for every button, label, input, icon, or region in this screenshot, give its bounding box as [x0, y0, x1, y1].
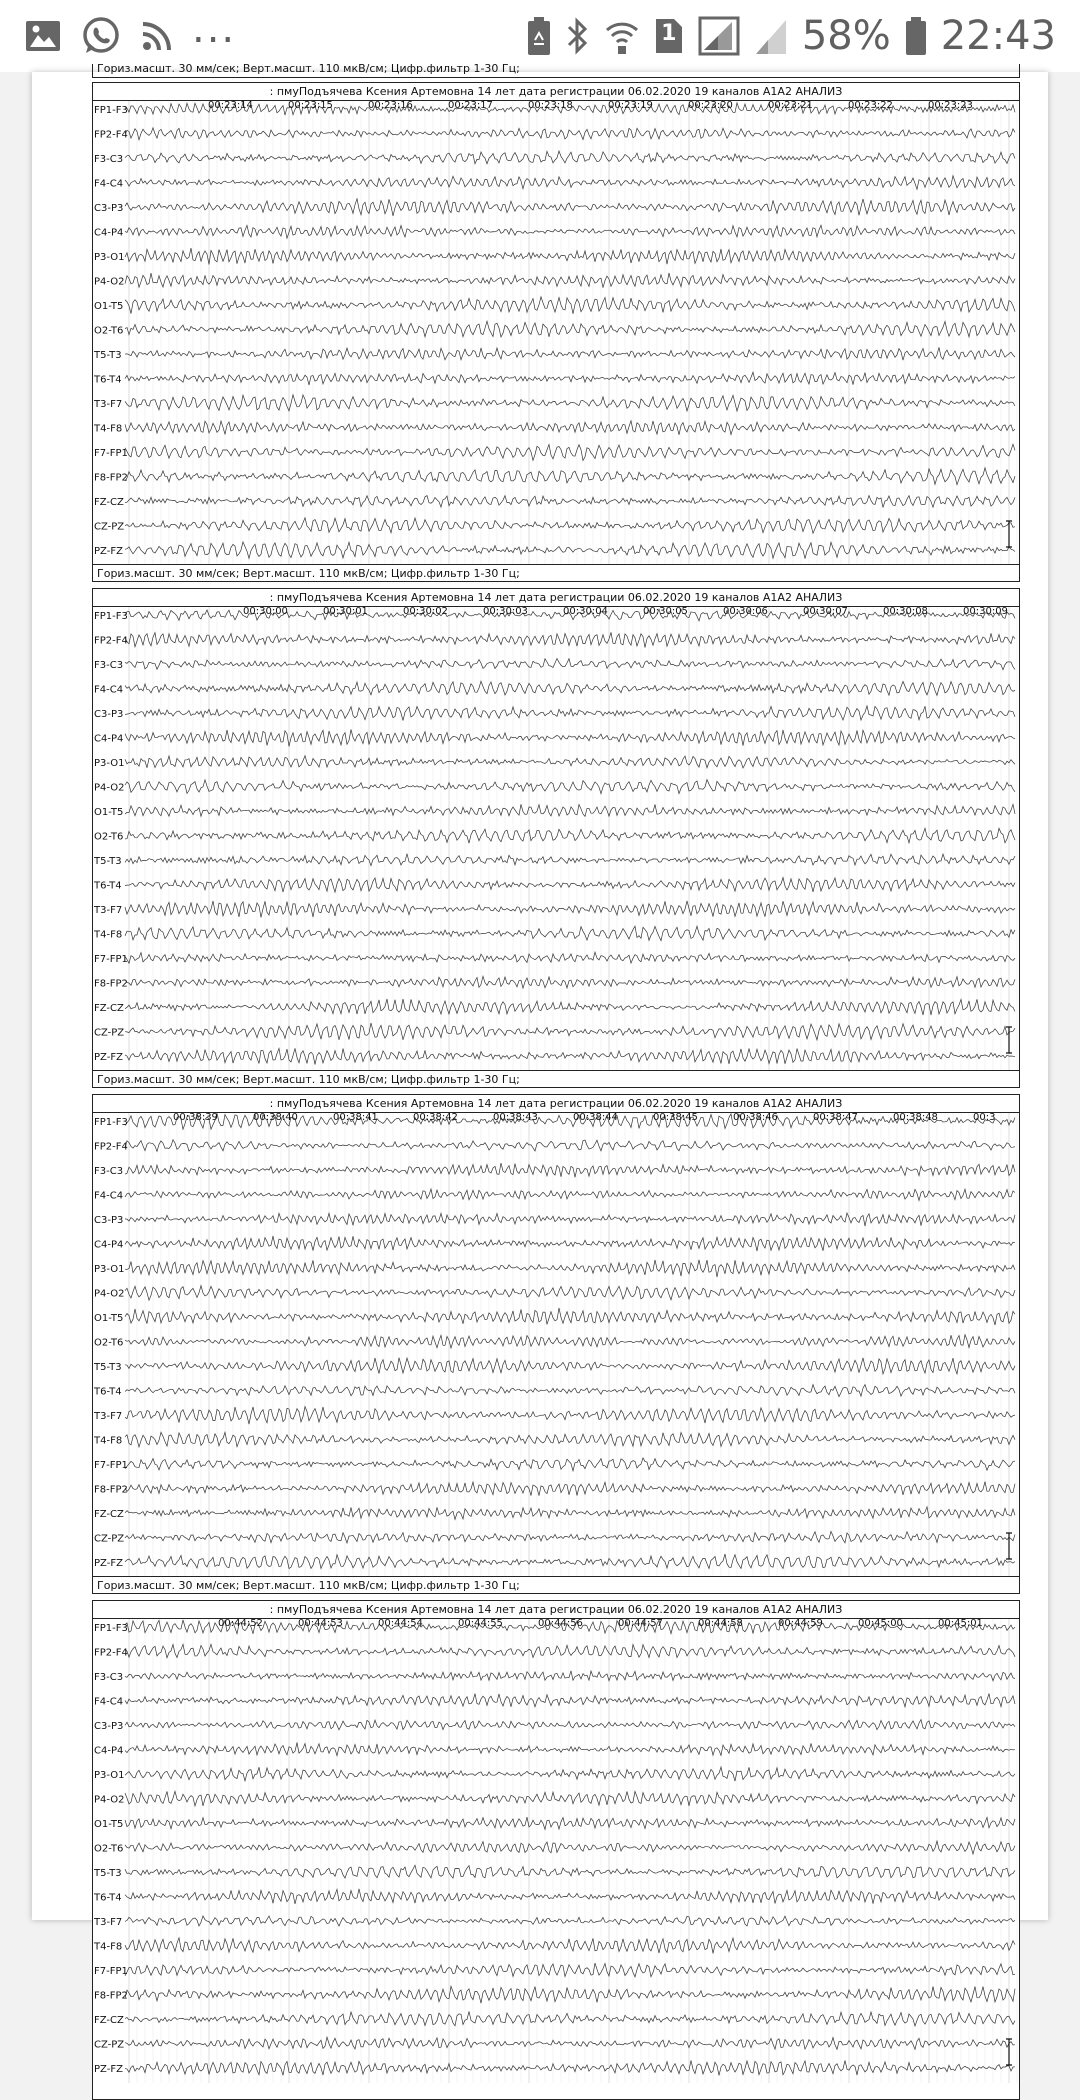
eeg-trace — [125, 1048, 1015, 1064]
eeg-trace — [125, 1213, 1015, 1226]
channel-label: P3-O1 — [94, 1264, 125, 1275]
channel-label: FP1-F3 — [94, 1623, 128, 1634]
eeg-trace — [125, 1531, 1015, 1543]
eeg-trace — [125, 321, 1015, 337]
eeg-trace — [125, 756, 1015, 768]
eeg-trace — [125, 542, 1015, 559]
eeg-trace — [125, 1694, 1015, 1707]
eeg-trace — [125, 421, 1015, 435]
channel-label: PZ-FZ — [94, 546, 123, 557]
timestamp-label: 00:30:01 — [323, 606, 368, 617]
timestamp-label: 00:30:09 — [963, 606, 1008, 617]
eeg-trace — [125, 199, 1015, 216]
timestamp-label: 00:30:00 — [243, 606, 288, 617]
timestamp-label: 00:30:08 — [883, 606, 928, 617]
channel-label: O1-T5 — [94, 301, 124, 312]
eeg-trace — [125, 176, 1015, 190]
timestamp-label: 00:44:58 — [698, 1618, 743, 1629]
eeg-trace — [125, 1791, 1015, 1806]
status-left — [24, 6, 237, 57]
eeg-panel-header: : пмуПодъячева Ксения Артемовна 14 лет дата регистрации 06.02.2020 19 каналов А1А2 АНАЛИЗ — [93, 1095, 1019, 1113]
channel-label: PZ-FZ — [94, 1558, 123, 1569]
eeg-trace — [125, 1916, 1015, 1926]
channel-label: O2-T6 — [94, 1337, 124, 1349]
eeg-trace — [125, 976, 1015, 988]
eeg-trace — [125, 225, 1015, 238]
eeg-trace — [125, 1286, 1015, 1301]
eeg-panel — [92, 588, 1020, 1088]
eeg-trace — [125, 1308, 1015, 1325]
timestamp-label: 00:38:46 — [733, 1112, 778, 1123]
channel-label: FZ-CZ — [94, 2015, 124, 2026]
channel-label: F3-C3 — [94, 154, 124, 165]
timestamp-label: 00:23:15 — [288, 100, 333, 111]
timestamp-label: 00:23:20 — [688, 100, 733, 111]
channel-label: FZ-CZ — [94, 1003, 124, 1014]
timestamp-label: 00:44:59 — [778, 1618, 823, 1629]
channel-label: F4-C4 — [94, 684, 124, 696]
eeg-trace — [125, 2037, 1015, 2049]
overflow-indicator: ... — [192, 6, 237, 52]
channel-label: O1-T5 — [94, 807, 124, 818]
eeg-trace — [125, 1407, 1015, 1425]
channel-label: C4-P4 — [94, 1239, 124, 1251]
eeg-trace — [125, 1023, 1015, 1040]
timestamp-label: 00:3 — [973, 1112, 996, 1123]
channel-label: CZ-PZ — [94, 2039, 125, 2051]
eeg-trace — [125, 518, 1015, 534]
channel-label: O1-T5 — [94, 1819, 124, 1830]
timestamp-label: 00:38:45 — [653, 1112, 698, 1123]
eeg-trace — [125, 1335, 1015, 1348]
calibration-marker — [1006, 521, 1012, 547]
partial-top-footer: Гориз.масшт. 30 мм/сек; Верт.масшт. 110 мкВ/см; Цифр.фильтр 1-30 Гц; — [92, 64, 1020, 78]
eeg-trace — [125, 1163, 1015, 1177]
timestamp-label: 00:23:23 — [928, 100, 973, 111]
eeg-trace — [125, 1720, 1015, 1730]
channel-label: FP2-F4 — [94, 635, 128, 647]
channel-label: PZ-FZ — [94, 2064, 123, 2075]
eeg-trace — [125, 681, 1015, 695]
timestamp-label: 00:23:14 — [208, 100, 253, 111]
eeg-trace — [125, 878, 1015, 893]
clock: 22:43 — [940, 13, 1056, 59]
eeg-trace — [125, 1865, 1015, 1878]
eeg-trace — [125, 1743, 1015, 1756]
channel-label: T4-F8 — [94, 929, 123, 941]
channel-label: FZ-CZ — [94, 1509, 124, 1520]
eeg-trace — [125, 999, 1015, 1015]
channel-label: T3-F7 — [94, 905, 123, 916]
eeg-panel-footer: Гориз.масшт. 30 мм/сек; Верт.масшт. 110 мкВ/см; Цифр.фильтр 1-30 Гц; — [93, 564, 1019, 581]
eeg-panel-header: : пмуПодъячева Ксения Артемовна 14 лет дата регистрации 06.02.2020 19 каналов А1А2 АНАЛИЗ — [93, 83, 1019, 101]
eeg-trace — [125, 926, 1015, 941]
channel-label: T4-F8 — [94, 1941, 123, 1953]
eeg-trace — [125, 1841, 1015, 1854]
calibration-marker — [1006, 1533, 1012, 1559]
eeg-trace-area — [93, 1113, 1019, 1577]
channel-label: CZ-PZ — [94, 1027, 125, 1039]
timestamp-label: 00:38:43 — [493, 1112, 538, 1123]
eeg-trace — [125, 1507, 1015, 1520]
channel-label: P4-O2 — [94, 782, 125, 794]
channel-label: F8-FP2 — [94, 1990, 128, 2002]
channel-label: O1-T5 — [94, 1313, 124, 1324]
timestamp-label: 00:45:00 — [858, 1618, 903, 1629]
timestamp-label: 00:30:04 — [563, 606, 608, 617]
channel-label: F8-FP2 — [94, 472, 128, 484]
eeg-trace-area — [93, 607, 1019, 1071]
eeg-trace — [125, 632, 1015, 647]
channel-label: O2-T6 — [94, 831, 124, 843]
eeg-trace — [125, 1938, 1015, 1954]
channel-label: T5-T3 — [94, 856, 122, 867]
eeg-trace — [125, 395, 1015, 411]
timestamp-label: 00:30:06 — [723, 606, 768, 617]
timestamp-label: 00:45:01 — [938, 1618, 983, 1629]
signal-icon-sim1 — [698, 16, 740, 56]
battery-icon — [905, 16, 927, 56]
channel-label: FP2-F4 — [94, 1141, 128, 1153]
channel-label: P3-O1 — [94, 252, 125, 263]
timestamp-label: 00:23:21 — [768, 100, 813, 111]
timestamp-label: 00:38:42 — [413, 1112, 458, 1123]
timestamp-label: 00:23:17 — [448, 100, 493, 111]
channel-label: O2-T6 — [94, 325, 124, 337]
image-icon — [24, 19, 62, 53]
eeg-trace — [125, 468, 1015, 485]
eeg-trace — [125, 1986, 1015, 2003]
battery-saver-icon — [526, 16, 552, 56]
eeg-trace — [125, 804, 1015, 816]
channel-label: T5-T3 — [94, 1868, 122, 1879]
eeg-trace — [125, 1889, 1015, 1904]
channel-label: T3-F7 — [94, 1411, 123, 1422]
eeg-trace — [125, 1432, 1015, 1447]
eeg-trace — [125, 347, 1015, 360]
channel-label: C3-P3 — [94, 709, 124, 720]
eeg-panel — [92, 82, 1020, 582]
channel-label: T5-T3 — [94, 350, 122, 361]
channel-label: P4-O2 — [94, 1288, 125, 1300]
channel-label: FP1-F3 — [94, 105, 128, 116]
timestamp-label: 00:23:22 — [848, 100, 893, 111]
signal-icon-sim2 — [754, 16, 788, 56]
calibration-marker — [1006, 2039, 1012, 2065]
channel-label: F7-FP1 — [94, 448, 128, 459]
channel-label: CZ-PZ — [94, 521, 125, 533]
rss-icon — [140, 19, 174, 53]
timestamp-label: 00:38:47 — [813, 1112, 858, 1123]
channel-label: P4-O2 — [94, 276, 125, 288]
timestamp-label: 00:38:39 — [173, 1112, 218, 1123]
eeg-trace — [125, 1260, 1015, 1277]
eeg-panel — [92, 1600, 1020, 2100]
channel-label: F7-FP1 — [94, 954, 128, 965]
eeg-panel — [92, 1094, 1020, 1594]
channel-label: C3-P3 — [94, 203, 124, 214]
bluetooth-icon — [566, 16, 590, 56]
channel-label: C4-P4 — [94, 227, 124, 239]
channel-label: F7-FP1 — [94, 1966, 128, 1977]
eeg-trace — [125, 444, 1015, 460]
timestamp-label: 00:44:52 — [218, 1618, 263, 1629]
channel-label: F4-C4 — [94, 1190, 124, 1202]
channel-label: PZ-FZ — [94, 1052, 123, 1063]
battery-percent: 58% — [801, 13, 891, 59]
eeg-trace — [125, 706, 1015, 721]
eeg-trace — [125, 248, 1015, 264]
channel-label: C3-P3 — [94, 1721, 124, 1732]
channel-label: FP1-F3 — [94, 1117, 128, 1128]
channel-label: F4-C4 — [94, 1696, 124, 1708]
channel-label: T3-F7 — [94, 399, 123, 410]
eeg-trace — [125, 854, 1015, 866]
channel-label: T4-F8 — [94, 1435, 123, 1447]
eeg-trace — [125, 496, 1015, 508]
timestamp-label: 00:44:53 — [298, 1618, 343, 1629]
timestamp-label: 00:23:18 — [528, 100, 573, 111]
channel-label: FP2-F4 — [94, 129, 128, 141]
eeg-trace — [125, 952, 1015, 963]
eeg-trace — [125, 1458, 1015, 1471]
timestamp-label: 00:44:55 — [458, 1618, 503, 1629]
channel-label: T6-T4 — [94, 1386, 122, 1398]
eeg-trace — [125, 1644, 1015, 1658]
channel-label: F3-C3 — [94, 660, 124, 671]
wifi-icon — [604, 16, 640, 56]
eeg-trace — [125, 1963, 1015, 1977]
channel-label: FP2-F4 — [94, 1647, 128, 1659]
eeg-trace — [125, 297, 1015, 314]
timestamp-label: 00:38:44 — [573, 1112, 618, 1123]
eeg-trace — [125, 273, 1015, 288]
sim-icon — [654, 17, 684, 55]
timestamp-label: 00:38:48 — [893, 1112, 938, 1123]
timestamp-label: 00:30:03 — [483, 606, 528, 617]
channel-label: F8-FP2 — [94, 1484, 128, 1496]
eeg-trace — [125, 901, 1015, 918]
channel-label: F4-C4 — [94, 178, 124, 190]
eeg-trace — [125, 1236, 1015, 1251]
timestamp-label: 00:30:05 — [643, 606, 688, 617]
channel-label: O2-T6 — [94, 1843, 124, 1855]
eeg-panel-footer: Гориз.масшт. 30 мм/сек; Верт.масшт. 110 мкВ/см; Цифр.фильтр 1-30 Гц; — [93, 1070, 1019, 1087]
timestamp-label: 00:44:54 — [378, 1618, 423, 1629]
eeg-trace — [125, 1554, 1015, 1569]
eeg-trace — [125, 659, 1015, 670]
channel-label: T6-T4 — [94, 374, 122, 386]
calibration-marker — [1006, 1027, 1012, 1053]
channel-label: T6-T4 — [94, 880, 122, 892]
whatsapp-icon — [80, 15, 122, 57]
eeg-trace — [125, 151, 1015, 164]
eeg-trace — [125, 2060, 1015, 2075]
eeg-trace — [125, 1189, 1015, 1201]
channel-label: P3-O1 — [94, 758, 125, 769]
timestamp-label: 00:38:41 — [333, 1112, 378, 1123]
sim-number: 1 — [661, 21, 677, 46]
channel-label: F8-FP2 — [94, 978, 128, 990]
eeg-panel-footer: Гориз.масшт. 30 мм/сек; Верт.масшт. 110 мкВ/см; Цифр.фильтр 1-30 Гц; — [93, 1576, 1019, 1593]
eeg-trace — [125, 128, 1015, 140]
eeg-trace-area — [93, 1619, 1019, 2083]
channel-label: F7-FP1 — [94, 1460, 128, 1471]
document-page[interactable] — [32, 62, 1048, 2075]
status-right — [526, 13, 1056, 59]
eeg-trace — [125, 730, 1015, 747]
eeg-trace — [125, 780, 1015, 794]
channel-label: C4-P4 — [94, 1745, 124, 1757]
channel-label: C4-P4 — [94, 733, 124, 745]
timestamp-label: 00:30:07 — [803, 606, 848, 617]
channel-label: F3-C3 — [94, 1166, 124, 1177]
eeg-trace — [125, 828, 1015, 843]
timestamp-label: 00:44:56 — [538, 1618, 583, 1629]
eeg-trace — [125, 1767, 1015, 1781]
channel-label: P3-O1 — [94, 1770, 125, 1781]
timestamp-label: 00:23:16 — [368, 100, 413, 111]
eeg-trace — [125, 1671, 1015, 1681]
eeg-trace-area — [93, 101, 1019, 565]
channel-label: F3-C3 — [94, 1672, 124, 1683]
channel-label: CZ-PZ — [94, 1533, 125, 1545]
channel-label: FP1-F3 — [94, 611, 128, 622]
eeg-trace — [125, 1385, 1015, 1397]
eeg-trace — [125, 1817, 1015, 1829]
eeg-trace — [125, 1358, 1015, 1374]
channel-label: P4-O2 — [94, 1794, 125, 1806]
channel-label: T6-T4 — [94, 1892, 122, 1904]
timestamp-label: 00:30:02 — [403, 606, 448, 617]
eeg-trace — [125, 2011, 1015, 2026]
channel-label: T4-F8 — [94, 423, 123, 435]
channel-label: FZ-CZ — [94, 497, 124, 508]
channel-label: T5-T3 — [94, 1362, 122, 1373]
channel-label: C3-P3 — [94, 1215, 124, 1226]
channel-label: T3-F7 — [94, 1917, 123, 1928]
eeg-trace — [125, 372, 1015, 385]
eeg-panel-header: : пмуПодъячева Ксения Артемовна 14 лет дата регистрации 06.02.2020 19 каналов А1А2 АНАЛИЗ — [93, 589, 1019, 607]
eeg-panel-header: : пмуПодъячева Ксения Артемовна 14 лет дата регистрации 06.02.2020 19 каналов А1А2 АНАЛИЗ — [93, 1601, 1019, 1619]
eeg-trace — [125, 1140, 1015, 1152]
eeg-trace — [125, 1482, 1015, 1496]
timestamp-label: 00:38:40 — [253, 1112, 298, 1123]
timestamp-label: 00:23:19 — [608, 100, 653, 111]
timestamp-label: 00:44:57 — [618, 1618, 663, 1629]
